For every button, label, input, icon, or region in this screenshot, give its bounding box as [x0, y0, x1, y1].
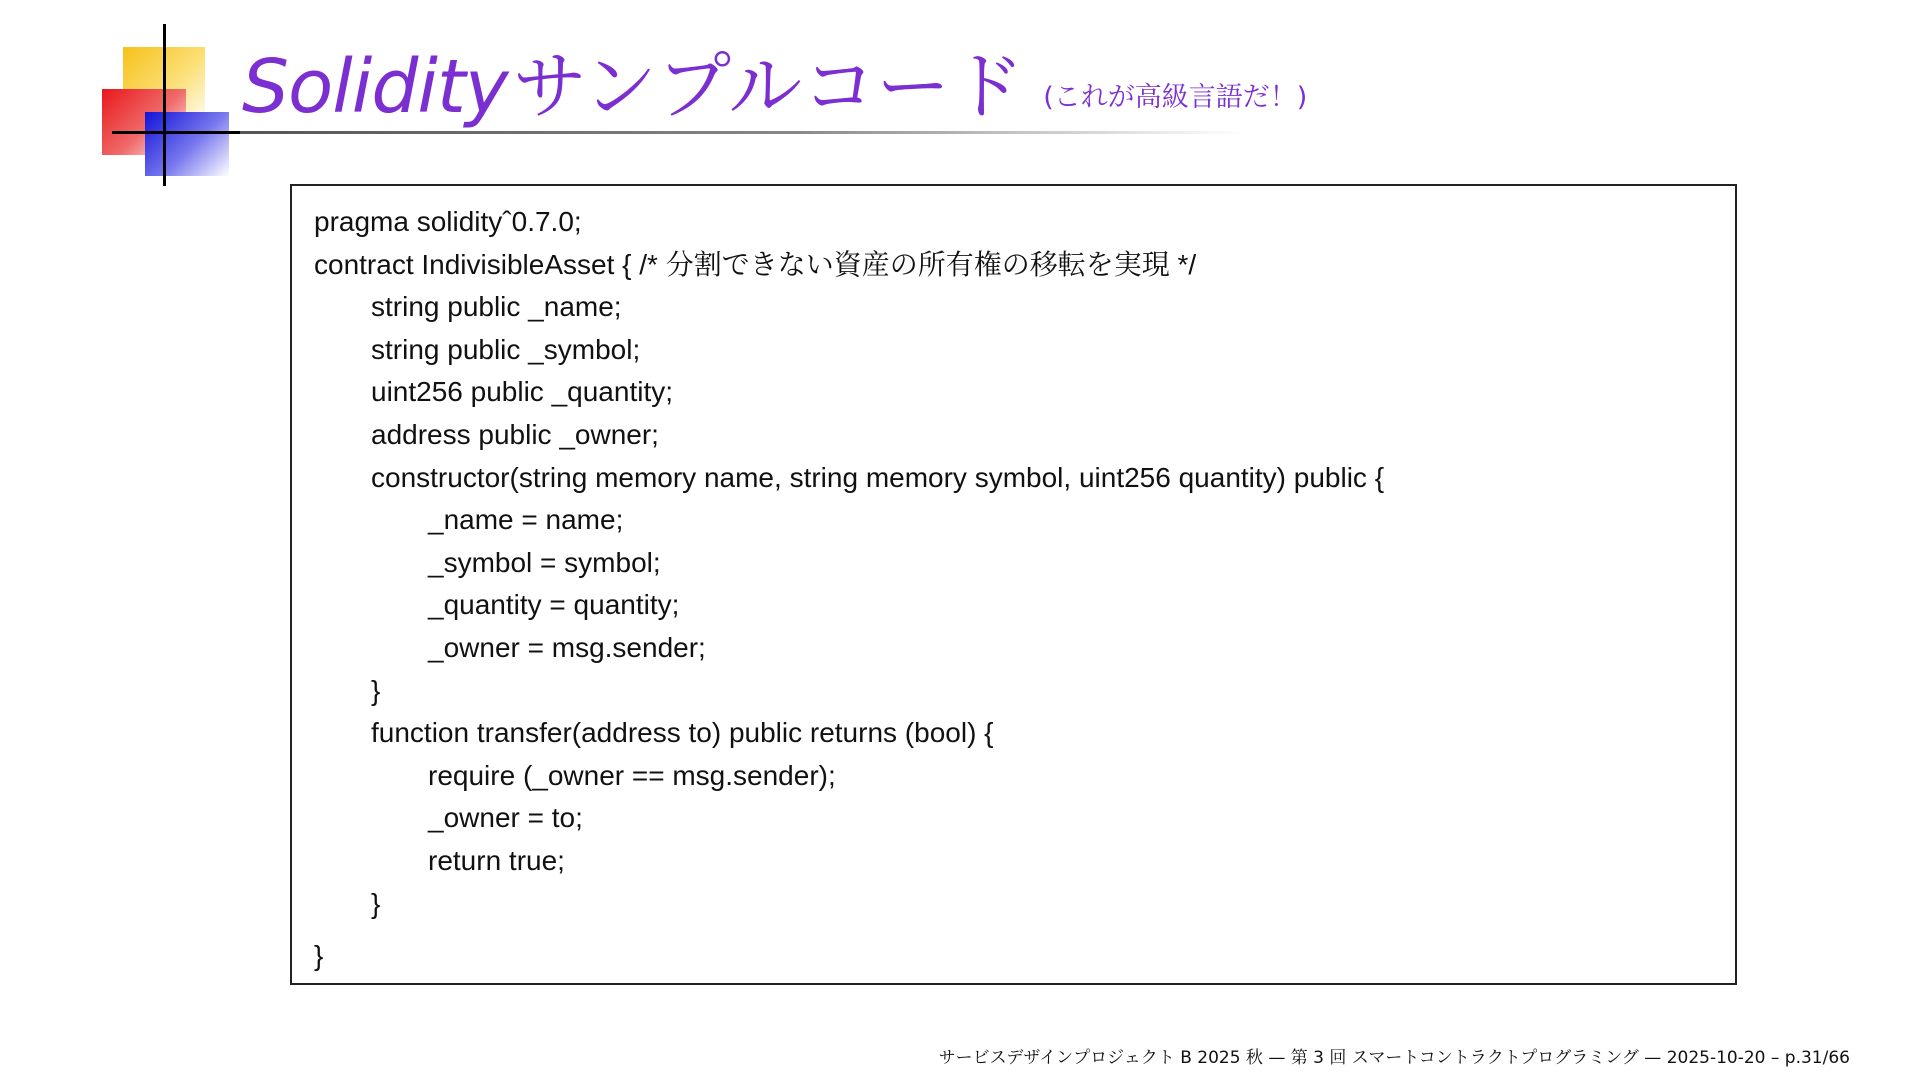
code-block [290, 184, 1737, 985]
code-line: string public _symbol; [371, 333, 641, 365]
logo-blue-square [145, 112, 229, 176]
code-line: pragma solidityˆ0.7.0; [314, 206, 582, 237]
code-line: _symbol = symbol; [428, 546, 661, 578]
code-line: string public _name; [371, 291, 622, 323]
code-line: require (_owner == msg.sender); [428, 759, 836, 791]
slide-title-japanese: サンプルコード [512, 44, 1025, 130]
code-line: _name = name; [428, 504, 624, 536]
logo-vertical-line [163, 24, 166, 186]
code-listing [314, 201, 1384, 978]
code-line: } [314, 940, 324, 972]
code-line: } [371, 887, 381, 919]
slide-title-main: Solidity [242, 44, 508, 130]
code-line: function transfer(address to) public returns (bool) { [371, 717, 994, 749]
code-line: _owner = to; [428, 802, 583, 834]
slide-title-subtitle: (これが高級言語だ！) [1043, 82, 1308, 113]
code-line: constructor(string memory name, string memory symbol, uint256 quantity) public { [371, 461, 1385, 493]
slide-footer: サービスデザインプロジェクト B 2025 秋 — 第 3 回 スマートコントラクトプログラミング — 2025-10-20 – p.31/66 [938, 1048, 1850, 1068]
code-line: _owner = msg.sender; [428, 631, 706, 663]
code-line: _quantity = quantity; [428, 589, 680, 621]
slide-title [242, 28, 1307, 134]
code-line: } [371, 674, 381, 706]
code-line: uint256 public _quantity; [371, 376, 673, 408]
code-line: address public _owner; [371, 418, 659, 450]
slide-logo [0, 0, 240, 200]
code-line: return true; [428, 844, 565, 876]
code-line: contract IndivisibleAsset { /* 分割できない資産の所有権の移転を実現 */ [314, 248, 1197, 280]
logo-horizontal-line [112, 131, 242, 134]
